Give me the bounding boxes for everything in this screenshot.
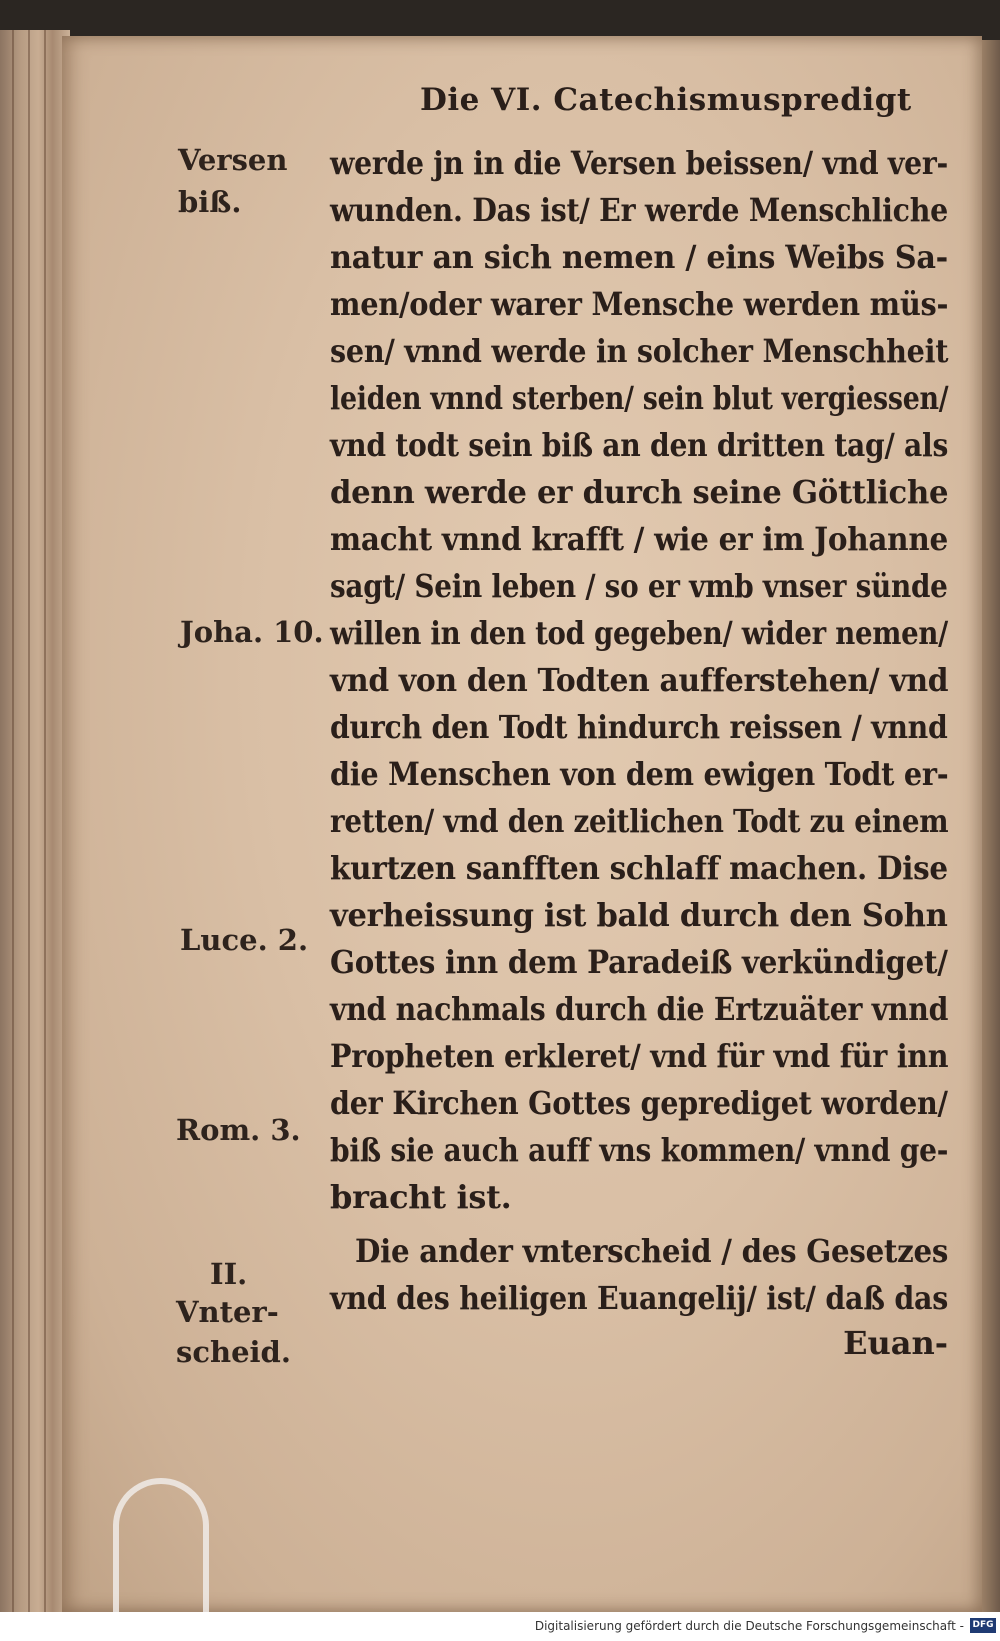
text-line: kurtzen sanfften schlaff machen. Dise (330, 849, 948, 887)
text-line: vnd todt sein biß an den dritten tag/ als (330, 426, 949, 464)
text-line: biß sie auch auff vns kommen/ vnnd ge- (330, 1131, 949, 1169)
text-line: Gottes inn dem Paradeiß verkündiget/ (330, 943, 948, 981)
text-line: retten/ vnd den zeitlichen Todt zu einem (330, 802, 949, 840)
text-line: natur an sich nemen / eins Weibs Sa- (330, 238, 948, 276)
running-header: Die VI. Catechismuspredigt (420, 82, 912, 118)
text-line: sagt/ Sein leben / so er vmb vnser sünde (330, 567, 948, 605)
text-line: sen/ vnnd werde in solcher Menschheit (330, 332, 949, 370)
margin-note-scheid: scheid. (176, 1335, 291, 1369)
text-line: vnd nachmals durch die Ertzuäter vnnd (330, 990, 949, 1028)
text-line: denn werde er durch seine Göttliche (330, 473, 949, 511)
text-line: wunden. Das ist/ Er werde Menschliche (330, 191, 948, 229)
text-line: die Menschen von dem ewigen Todt er- (330, 755, 949, 793)
text-line: werde jn in die Versen beissen/ vnd ver- (330, 144, 948, 182)
margin-note-versen: Versen (178, 143, 288, 177)
text-line: bracht ist. (330, 1178, 512, 1216)
text-line: vnd von den Todten aufferstehen/ vnd (330, 661, 949, 699)
page-edge-line (28, 30, 30, 1612)
book-gutter-edge (982, 40, 1000, 1612)
footer-bar (0, 1612, 1000, 1641)
text-line: der Kirchen Gottes geprediget worden/ (330, 1084, 948, 1122)
margin-note-joha: Joha. 10. (180, 615, 324, 649)
page-edge-line (12, 30, 14, 1612)
text-line: Propheten erkleret/ vnd für vnd für inn (330, 1037, 949, 1075)
text-line: men/oder warer Mensche werden müs- (330, 285, 949, 323)
text-line: Die ander vnterscheid / des Gesetzes (355, 1232, 949, 1270)
text-line: durch den Todt hindurch reissen / vnnd (330, 708, 948, 746)
margin-note-luce: Luce. 2. (180, 923, 309, 957)
page-holder-clip (113, 1478, 209, 1612)
margin-note-vnter: Vnter- (176, 1295, 279, 1329)
dfg-logo: DFG (970, 1618, 996, 1633)
text-line: leiden vnnd sterben/ sein blut vergiessen/ (330, 379, 949, 417)
text-line: macht vnnd krafft / wie er im Johanne (330, 520, 948, 558)
funding-credit: Digitalisierung gefördert durch die Deutsche Forschungsgemeinschaft - (534, 1619, 964, 1633)
margin-note-rom: Rom. 3. (176, 1113, 301, 1147)
text-line: vnd des heiligen Euangelij/ ist/ daß das (330, 1279, 949, 1317)
margin-note-biss: biß. (178, 185, 242, 219)
text-line: willen in den tod gegeben/ wider nemen/ (330, 614, 948, 652)
page-stack-edge (0, 30, 70, 1612)
text-line: verheissung ist bald durch den Sohn (330, 896, 948, 934)
page-edge-line (44, 30, 46, 1612)
catchword: Euan- (843, 1324, 948, 1362)
margin-note-section-number: II. (210, 1257, 248, 1291)
